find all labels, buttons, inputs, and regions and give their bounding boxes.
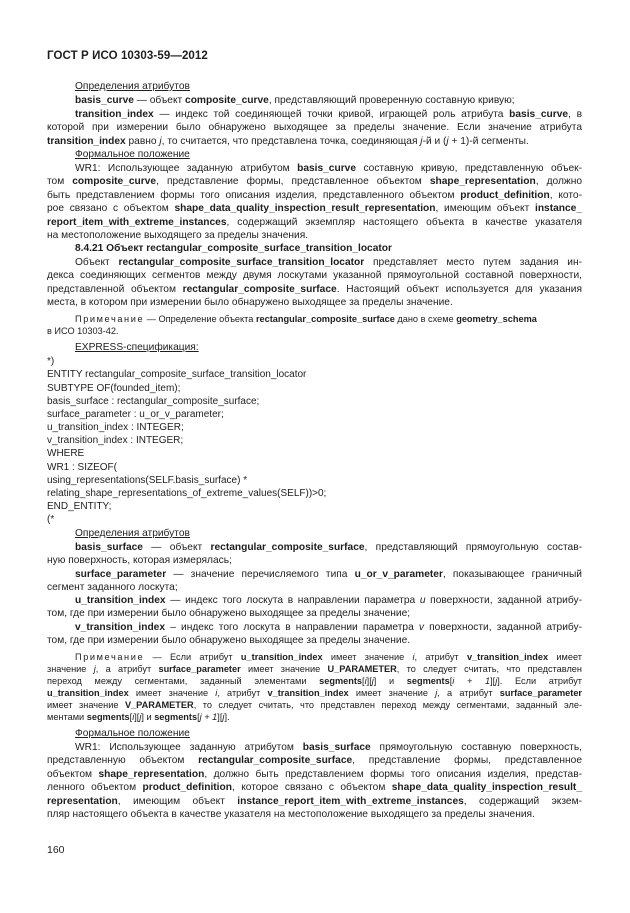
- text-line: [47, 554, 582, 567]
- text-run: Формальное положение: [75, 728, 190, 739]
- text-line: [75, 527, 582, 540]
- text-run: , представление формы, представленное: [352, 755, 582, 766]
- text-run: u_transition_index: [240, 652, 323, 662]
- text-run: basis_surface: [302, 742, 371, 753]
- text-line: [75, 741, 582, 754]
- text-run: (*: [47, 514, 55, 525]
- text-run: , должно быть представлением формы того описания изделия, представ-: [204, 769, 582, 780]
- section-heading: [75, 242, 610, 255]
- text-line: [75, 80, 582, 93]
- text-run: Формальное положение: [75, 149, 190, 160]
- text-run: i: [132, 712, 135, 722]
- text-run: v_transition_index: [267, 688, 349, 698]
- text-run: . Настоящий объект используется для указания: [336, 284, 582, 295]
- text-run: [: [197, 712, 200, 722]
- text-run: , атрибут: [414, 652, 467, 662]
- text-line: [75, 621, 582, 634]
- text-run: , представляющий прямоугольную состав-: [364, 542, 582, 553]
- text-run: composite_curve: [185, 95, 269, 106]
- code-line: [47, 355, 582, 368]
- text-run: имеет значение: [47, 700, 125, 710]
- text-run: ментами: [47, 712, 87, 722]
- text-run: – индекс того лоскута в направлении параметра: [165, 622, 419, 633]
- text-run: i: [364, 676, 367, 686]
- text-run: WR1: Использующее заданную атрибутом: [75, 742, 303, 753]
- text-run: representation: [47, 796, 118, 807]
- text-run: j: [93, 664, 96, 674]
- text-line: [47, 634, 582, 647]
- text-line: [75, 568, 582, 581]
- text-run: представляет место путем задания ин-: [364, 257, 583, 268]
- text-run: geometry_schema: [456, 314, 537, 324]
- text-run: surface_parameter: [75, 569, 167, 580]
- text-run: , в: [568, 109, 582, 120]
- text-run: значение: [47, 664, 94, 674]
- text-run: surface_parameter: [499, 688, 583, 698]
- text-run: переход между сегментами, заданный элементами: [47, 676, 320, 686]
- text-run: представленной объектом: [47, 284, 183, 295]
- text-run: instance_: [535, 203, 582, 214]
- code-line: [47, 368, 582, 381]
- text-run: EXPRESS-спецификация:: [75, 342, 199, 353]
- text-run: segments: [154, 712, 198, 722]
- text-run: v: [418, 622, 424, 633]
- text-run: basis_curve: [297, 163, 356, 174]
- text-run: в ИСО 10303-42.: [47, 326, 119, 336]
- text-run: basis_curve: [509, 109, 569, 120]
- text-run: Объект: [75, 257, 119, 268]
- text-line: [47, 135, 582, 148]
- text-run: , содержащий экземпляр настоящего объекта в качестве указателя: [226, 217, 582, 228]
- text-run: ][: [134, 712, 140, 722]
- text-run: [: [362, 676, 365, 686]
- text-line: [47, 269, 582, 282]
- text-run: u_transition_index: [75, 595, 166, 606]
- text-run: , то считается, что представлена точка, соединяющая: [161, 136, 421, 147]
- text-run: j + 1: [199, 712, 218, 722]
- text-run: using_representations(SELF.basis_surface) *: [47, 475, 248, 486]
- text-run: product_definition: [460, 190, 550, 201]
- text-line: [47, 795, 582, 808]
- text-run: v_transition_index: [75, 622, 166, 633]
- text-run: , а атрибут: [437, 688, 500, 698]
- code-line: [47, 395, 582, 408]
- text-run: j: [222, 712, 225, 722]
- text-run: , которое связано с объектом: [231, 782, 392, 793]
- text-run: u_transition_index : INTEGER;: [47, 422, 184, 433]
- text-line: [47, 754, 582, 767]
- text-run: segments: [319, 676, 363, 686]
- text-line: [47, 581, 582, 594]
- text-run: — индекс той соединяющей точки кривой, играющей роль атрибута: [153, 109, 510, 120]
- text-run: декса соединяющих сегментов между двумя лоскутами указанной прямоугольной составной поверхности,: [47, 270, 582, 281]
- text-run: составную кривую, представленную объек-: [356, 163, 582, 174]
- text-run: *): [47, 356, 55, 367]
- text-run: Примечание: [75, 314, 145, 324]
- code-line: [47, 447, 582, 460]
- text-line: [75, 108, 582, 121]
- text-line: [47, 296, 582, 309]
- text-run: j: [159, 136, 162, 147]
- code-line: [47, 461, 582, 474]
- text-run: быть представлением формы того описания изделия, представленного объектом: [47, 190, 461, 201]
- text-run: instance_report_item_with_extreme_instances: [237, 796, 464, 807]
- text-run: — индекс того лоскута в направлении параметра: [165, 595, 420, 606]
- text-run: j: [420, 136, 423, 147]
- text-run: ][: [366, 676, 372, 686]
- text-line: [75, 256, 582, 269]
- text-line: [47, 711, 582, 724]
- text-run: , атрибут: [217, 688, 268, 698]
- text-line: [75, 727, 582, 740]
- text-run: product_definition: [142, 782, 232, 793]
- text-run: , а атрибут: [95, 664, 159, 674]
- text-run: ] и: [141, 712, 155, 722]
- text-run: равно: [125, 136, 160, 147]
- code-line: [47, 434, 582, 447]
- text-run: j: [371, 676, 374, 686]
- text-line: [47, 216, 582, 229]
- text-run: ][: [490, 676, 496, 686]
- text-line: [47, 607, 582, 620]
- text-run: relating_shape_representations_of_extreme_values(SELF))>0;: [47, 488, 327, 499]
- text-run: shape_data_quality_inspection_result_representation: [174, 203, 436, 214]
- text-run: дано в схеме: [394, 314, 457, 324]
- text-run: ].: [224, 712, 230, 722]
- text-run: пляр настоящего объекта в качестве указателя на местоположение выходящего за пределы значения.: [47, 809, 535, 820]
- text-run: rectangular_composite_surface: [198, 755, 353, 766]
- text-run: Примечание: [75, 652, 145, 662]
- text-run: basis_surface: [75, 542, 143, 553]
- text-run: segments: [406, 676, 450, 686]
- text-run: i + 1: [452, 676, 491, 686]
- text-run: ную поверхность, которая измерялась;: [47, 555, 232, 566]
- text-run: WHERE: [47, 448, 85, 459]
- text-run: представленную объектом: [47, 755, 199, 766]
- text-run: имеет значение: [240, 664, 328, 674]
- text-run: , содержащий экзем-: [463, 796, 582, 807]
- text-run: v_transition_index : INTEGER;: [47, 435, 184, 446]
- text-run: — значение перечисляемого типа: [166, 569, 355, 580]
- text-run: v_transition_index: [466, 652, 549, 662]
- text-run: transition_index: [75, 109, 154, 120]
- text-run: basis_curve: [75, 95, 134, 106]
- text-run: ] и: [373, 676, 407, 686]
- text-run: WR1 : SIZEOF(: [47, 462, 117, 473]
- text-run: SUBTYPE OF(founded_item);: [47, 383, 181, 394]
- text-run: том: [47, 176, 73, 187]
- text-run: basis_surface : rectangular_composite_surface;: [47, 396, 260, 407]
- text-run: , то следует считать, что представлен: [396, 664, 582, 674]
- text-run: END_ENTITY;: [47, 501, 112, 512]
- text-run: , имеющим объект: [117, 796, 238, 807]
- text-run: [: [129, 712, 133, 722]
- text-run: имеет значение: [322, 652, 413, 662]
- text-line: [47, 768, 582, 781]
- text-line: [47, 781, 582, 794]
- text-run: рое связано с объектом: [47, 203, 175, 214]
- text-line: [75, 341, 582, 354]
- text-run: — объект: [142, 542, 211, 553]
- text-line: [75, 162, 582, 175]
- code-line: [47, 382, 582, 395]
- text-run: места, в котором при измерении было обнаружено выходящее за пределы значение.: [47, 297, 453, 308]
- text-run: ][: [217, 712, 223, 722]
- text-run: — Определение объекта: [144, 314, 256, 324]
- text-run: u_or_v_parameter: [354, 569, 443, 580]
- text-line: [47, 175, 582, 188]
- text-run: i: [412, 652, 415, 662]
- text-run: на местоположение выходящего за пределы значения.: [47, 230, 309, 241]
- text-run: shape_representation: [429, 176, 536, 187]
- text-run: имеет значение: [128, 688, 216, 698]
- text-run: сегмент заданного лоскута;: [47, 582, 178, 593]
- text-run: том, где при измерении было обнаружено выходящее за пределы значение;: [47, 608, 411, 619]
- text-run: имеет значение: [348, 688, 436, 698]
- text-run: WR1: Использующее заданную атрибутом: [75, 163, 298, 174]
- text-run: объектом: [47, 769, 99, 780]
- text-run: 8.4.21 Объект rectangular_composite_surface_transition_locator: [75, 243, 392, 254]
- text-run: transition_index: [47, 136, 126, 147]
- text-run: shape_data_quality_inspection_result_: [391, 782, 582, 793]
- text-line: [47, 189, 582, 202]
- code-line: [47, 421, 582, 434]
- page-number: 160: [47, 844, 65, 856]
- code-line: [47, 408, 582, 421]
- text-run: segments: [86, 712, 130, 722]
- text-run: , имеющим объект: [435, 203, 535, 214]
- text-line: [47, 121, 582, 134]
- text-run: V_PARAMETER: [124, 700, 194, 710]
- code-line: [47, 500, 582, 513]
- text-line: [47, 202, 582, 215]
- text-run: ленного объектом: [47, 782, 143, 793]
- text-run: rectangular_composite_surface: [210, 542, 365, 553]
- text-line: [75, 594, 582, 607]
- text-run: том, где при измерении было обнаружено выходящее за пределы значение.: [47, 635, 411, 646]
- text-line: [75, 94, 582, 107]
- text-run: -й и (: [422, 136, 447, 147]
- text-run: i: [215, 688, 218, 698]
- text-run: поверхности, заданной атрибу-: [425, 595, 582, 606]
- text-run: прямоугольную составную поверхность,: [370, 742, 582, 753]
- text-run: , показывающее граничный: [442, 569, 582, 580]
- text-run: ]. Если атрибут: [497, 676, 582, 686]
- text-run: имеет: [548, 652, 582, 662]
- text-run: , должно: [535, 176, 582, 187]
- text-line: [47, 808, 582, 821]
- text-run: поверхности, заданной атрибу-: [424, 622, 582, 633]
- code-line: [47, 487, 582, 500]
- text-run: rectangular_composite_surface: [182, 284, 337, 295]
- text-run: Определения атрибутов: [75, 81, 190, 92]
- text-run: ENTITY rectangular_composite_surface_transition_locator: [47, 369, 307, 380]
- text-run: , то следует считать, что представлен переход между сегментами, заданный эле-: [193, 700, 583, 710]
- text-line: [47, 283, 582, 296]
- text-run: , представляющий проверенную составную кривую;: [268, 95, 515, 106]
- text-line: [75, 148, 582, 161]
- text-line: [47, 325, 582, 338]
- code-line: [47, 513, 582, 526]
- text-run: j: [435, 688, 438, 698]
- text-run: u_transition_index: [47, 688, 129, 698]
- text-run: — объект: [133, 95, 186, 106]
- text-run: shape_representation: [98, 769, 205, 780]
- text-run: surface_parameter: [158, 664, 241, 674]
- text-run: + 1)-й сегменты.: [448, 136, 529, 147]
- text-run: Определения атрибутов: [75, 528, 190, 539]
- text-run: U_PARAMETER: [327, 664, 397, 674]
- text-run: j: [495, 676, 498, 686]
- text-run: — Если атрибут: [144, 652, 241, 662]
- text-run: rectangular_composite_surface_transition_locator: [118, 257, 365, 268]
- text-run: [: [449, 676, 453, 686]
- text-run: j: [139, 712, 142, 722]
- code-line: [47, 474, 582, 487]
- text-run: j: [446, 136, 449, 147]
- page-header-title: ГОСТ Р ИСО 10303-59—2012: [47, 50, 208, 62]
- text-run: composite_curve: [72, 176, 157, 187]
- text-line: [75, 541, 582, 554]
- text-run: , представление формы, представленное объектом: [156, 176, 430, 187]
- text-line: [47, 229, 582, 242]
- text-run: rectangular_composite_surface: [255, 314, 395, 324]
- text-run: которой при измерении было обнаружено выходящее за пределы значение. Если значение атрибута: [47, 122, 582, 133]
- text-run: report_item_with_extreme_instances: [47, 217, 227, 228]
- text-run: u: [419, 595, 426, 606]
- text-run: , кото-: [549, 190, 582, 201]
- text-run: surface_parameter : u_or_v_parameter;: [47, 409, 224, 420]
